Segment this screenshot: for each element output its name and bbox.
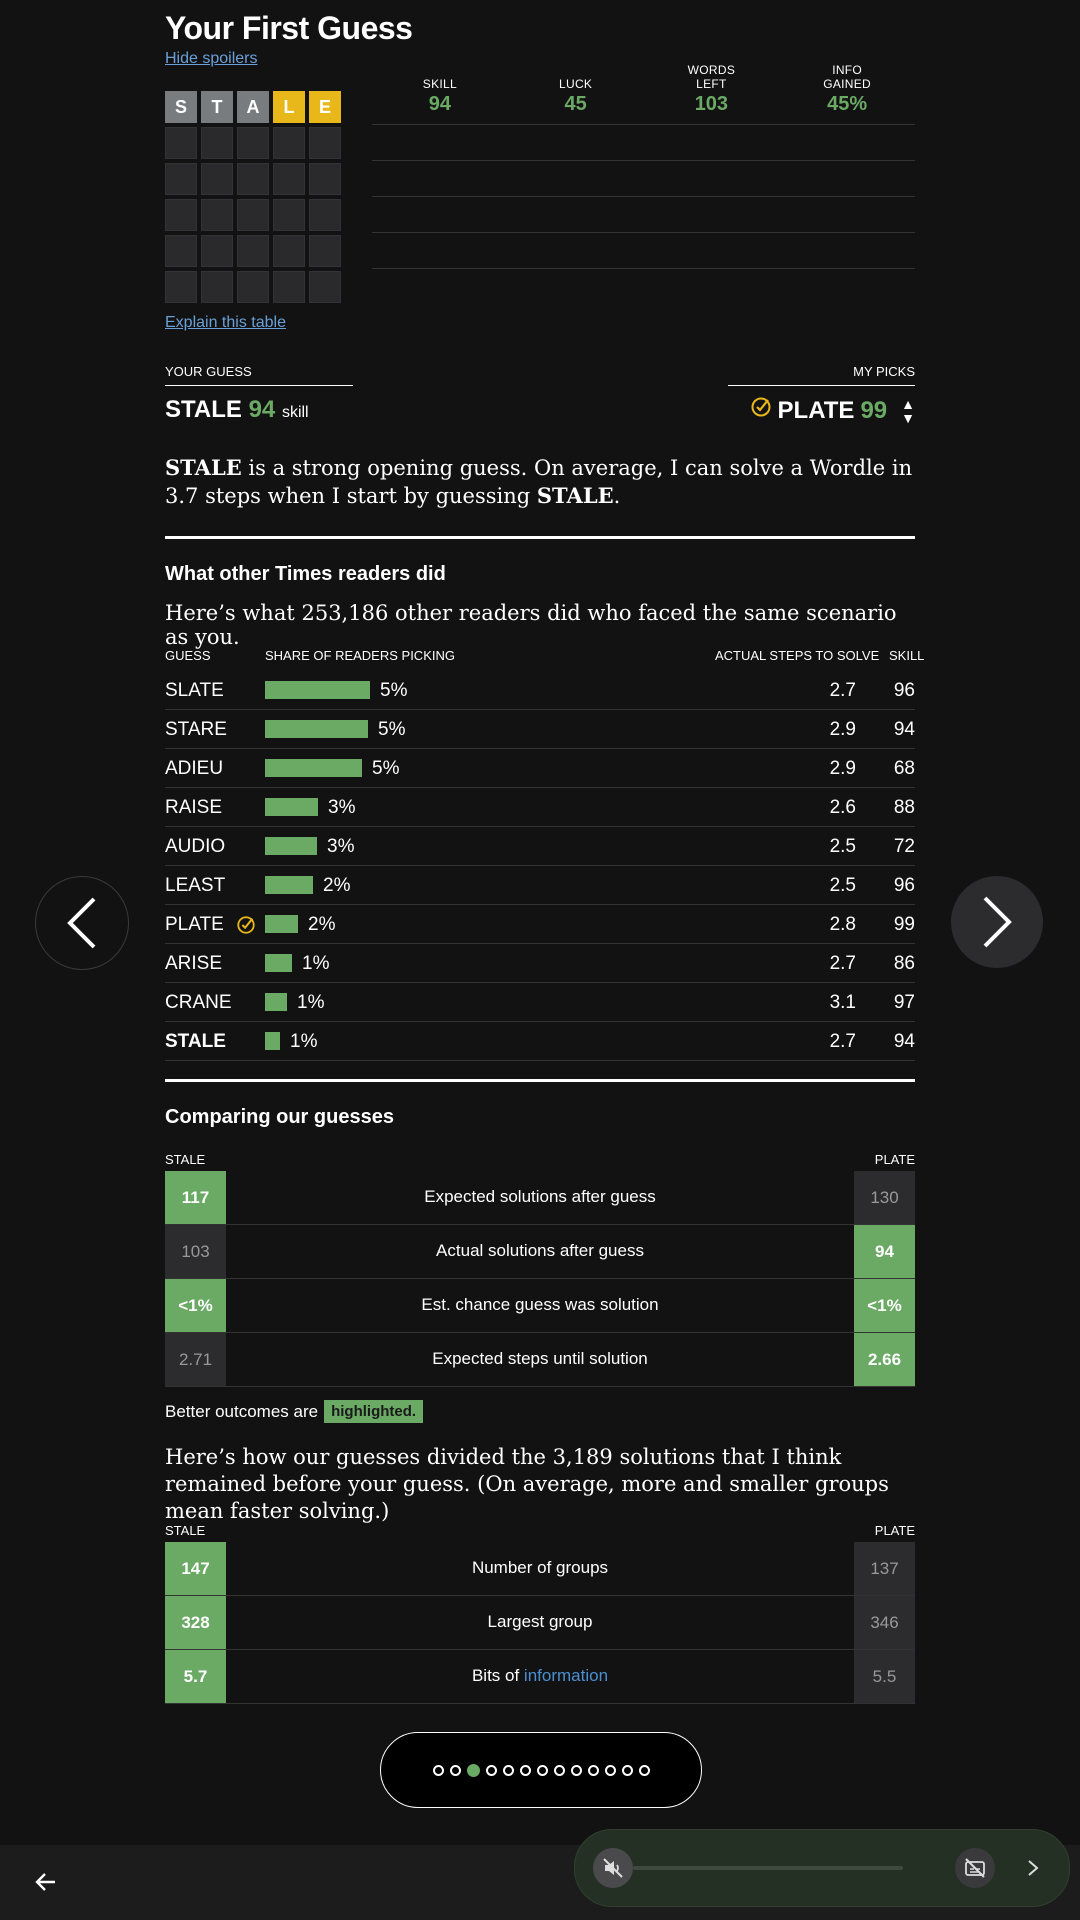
groups-paragraph: Here’s how our guesses divided the 3,189 solutions that I think remained before your guess. (On average, more and smaller groups mean faster solving.) — [165, 1445, 889, 1523]
share-percent: 3% — [328, 797, 356, 818]
table-row — [165, 866, 915, 905]
page-dot[interactable] — [503, 1765, 514, 1776]
your-guess-value: STALE 94 skill — [165, 396, 309, 423]
readers-heading: What other Times readers did — [165, 563, 446, 585]
skill-value: 68 — [893, 758, 915, 779]
actual-steps: 2.7 — [829, 953, 856, 974]
metric-label: Expected solutions after guess — [424, 1187, 656, 1206]
next-button[interactable] — [951, 876, 1043, 968]
tile: A — [237, 91, 269, 123]
groups-row — [165, 1596, 915, 1650]
share-percent: 1% — [297, 992, 325, 1013]
grid-row — [165, 199, 341, 231]
tile — [237, 199, 269, 231]
skill-value: 97 — [893, 992, 915, 1013]
stale-value: 5.7 — [165, 1650, 226, 1703]
stale-value: 2.71 — [165, 1333, 226, 1386]
stale-value: 103 — [165, 1225, 226, 1278]
tile — [309, 199, 341, 231]
plate-value: 94 — [854, 1225, 915, 1278]
table-row — [165, 788, 915, 827]
actual-steps: 2.5 — [829, 836, 856, 857]
share-percent: 3% — [327, 836, 355, 857]
table-row — [165, 944, 915, 983]
my-picks-value[interactable]: PLATE 99 ▲ ▼ — [750, 396, 915, 425]
guess-word: RAISE — [165, 797, 223, 818]
page-title: Your First Guess — [165, 10, 413, 46]
metric-label: Est. chance guess was solution — [421, 1295, 659, 1314]
plate-value: 137 — [854, 1542, 915, 1595]
tile — [165, 163, 197, 195]
chevron-right-icon — [977, 892, 1017, 952]
actual-steps: 2.6 — [829, 797, 856, 818]
table-row — [165, 827, 915, 866]
stat-empty-row — [372, 197, 915, 233]
tile: E — [309, 91, 341, 123]
stat-value: 45% — [827, 93, 868, 115]
page-dot[interactable] — [571, 1765, 582, 1776]
groups-row — [165, 1542, 915, 1596]
stale-value: <1% — [165, 1279, 226, 1332]
intro-paragraph: STALE is a strong opening guess. On average, I can solve a Wordle in 3.7 steps when I start by guessing STALE. — [165, 455, 913, 508]
share-bar — [265, 1032, 280, 1050]
compare-table — [165, 1171, 915, 1387]
plate-value: 130 — [854, 1171, 915, 1224]
muted-speaker-icon — [601, 1856, 625, 1880]
tile — [273, 199, 305, 231]
share-bar — [265, 798, 318, 816]
stat-empty-row — [372, 233, 915, 269]
share-bar — [265, 993, 287, 1011]
table-row — [165, 983, 915, 1022]
col-steps-header: ACTUAL STEPS TO SOLVE — [715, 648, 880, 663]
your-guess-label: YOUR GUESS — [165, 364, 353, 386]
compare-row — [165, 1279, 915, 1333]
back-button[interactable] — [30, 1866, 62, 1898]
tile — [273, 127, 305, 159]
stale-value: 117 — [165, 1171, 226, 1224]
metric-label: Largest group — [487, 1612, 593, 1631]
bot-check-icon — [236, 915, 256, 941]
actual-steps: 2.5 — [829, 875, 856, 896]
stat-label: INFO GAINED — [823, 63, 872, 91]
guess-word: SLATE — [165, 680, 224, 701]
groups-left-label: STALE — [165, 1523, 206, 1538]
page-dot[interactable] — [450, 1765, 461, 1776]
table-row — [165, 749, 915, 788]
actual-steps: 2.9 — [829, 758, 856, 779]
metric-label: Actual solutions after guess — [436, 1241, 644, 1260]
share-percent: 5% — [378, 719, 406, 740]
stats-table — [372, 60, 915, 269]
skill-value: 94 — [893, 719, 915, 740]
tile — [309, 163, 341, 195]
share-bar — [265, 954, 292, 972]
share-bar — [265, 837, 317, 855]
guess-word: CRANE — [165, 992, 232, 1013]
col-share-header: SHARE OF READERS PICKING — [265, 648, 455, 663]
page-dot[interactable] — [622, 1765, 633, 1776]
stat-label: SKILL — [422, 77, 457, 91]
captions-off-icon — [963, 1856, 987, 1880]
media-scrubber[interactable] — [633, 1866, 903, 1870]
tile — [165, 127, 197, 159]
chevron-left-icon — [62, 893, 102, 953]
compare-row — [165, 1225, 915, 1279]
stat-value: 103 — [694, 93, 729, 115]
tile — [165, 199, 197, 231]
my-picks-label: MY PICKS — [728, 364, 915, 386]
actual-steps: 3.1 — [829, 992, 856, 1013]
page-dot[interactable] — [588, 1765, 599, 1776]
compare-right-label: PLATE — [874, 1152, 915, 1167]
grid-row — [165, 163, 341, 195]
tile — [165, 235, 197, 267]
skill-value: 86 — [893, 953, 915, 974]
plate-value: 346 — [854, 1596, 915, 1649]
share-percent: 5% — [372, 758, 400, 779]
actual-steps: 2.8 — [829, 914, 856, 935]
readers-paragraph: Here’s what 253,186 other readers did who faced the same scenario as you. — [165, 601, 897, 649]
table-row — [165, 671, 915, 710]
section-divider — [165, 536, 915, 539]
arrow-down-icon[interactable]: ▼ — [901, 409, 915, 426]
page-dot[interactable] — [554, 1765, 565, 1776]
grid-row — [165, 235, 341, 267]
guess-word: LEAST — [165, 875, 226, 896]
media-controls — [574, 1829, 1070, 1907]
compare-left-label: STALE — [165, 1152, 206, 1167]
skill-value: 99 — [893, 914, 915, 935]
share-percent: 5% — [380, 680, 408, 701]
tile — [237, 271, 269, 303]
plate-value: 5.5 — [854, 1650, 915, 1703]
groups-table — [165, 1542, 915, 1704]
stat-empty-row — [372, 125, 915, 161]
stat-words-left — [644, 60, 780, 124]
share-bar — [265, 915, 298, 933]
pick-cycler[interactable] — [901, 397, 915, 425]
highlight-sample: highlighted. — [324, 1400, 423, 1423]
page-dot[interactable] — [467, 1764, 480, 1777]
share-bar — [265, 720, 368, 738]
metric-label: Number of groups — [471, 1558, 609, 1577]
plate-value: <1% — [854, 1279, 915, 1332]
media-next-button[interactable] — [1019, 1854, 1047, 1882]
stat-value: 45 — [564, 93, 587, 115]
section-divider — [165, 1079, 915, 1082]
tile: L — [273, 91, 305, 123]
tile — [309, 235, 341, 267]
compare-row — [165, 1171, 915, 1225]
share-bar — [265, 876, 313, 894]
skill-value: 96 — [893, 680, 915, 701]
page-dot[interactable] — [605, 1765, 616, 1776]
tile — [237, 163, 269, 195]
page-dot[interactable] — [433, 1765, 444, 1776]
mute-button[interactable] — [593, 1848, 633, 1888]
actual-steps: 2.9 — [829, 719, 856, 740]
guess-word: STARE — [165, 719, 227, 740]
share-bar — [265, 759, 362, 777]
page-dot[interactable] — [520, 1765, 531, 1776]
tile — [201, 271, 233, 303]
bot-check-icon — [750, 396, 772, 425]
guess-word: PLATE — [165, 914, 224, 935]
col-guess-header: GUESS — [165, 648, 211, 663]
metric-label: Expected steps until solution — [432, 1349, 648, 1368]
explain-table-link[interactable]: Explain this table — [165, 314, 286, 331]
actual-steps: 2.7 — [829, 680, 856, 701]
tile — [309, 127, 341, 159]
skill-value: 96 — [893, 875, 915, 896]
stale-value: 147 — [165, 1542, 226, 1595]
stat-skill — [372, 60, 508, 124]
stat-value: 94 — [428, 93, 451, 115]
page-indicator — [380, 1732, 702, 1808]
table-row — [165, 905, 915, 944]
share-bar — [265, 681, 370, 699]
tile — [201, 127, 233, 159]
chevron-right-icon — [1026, 1859, 1040, 1877]
compare-heading: Comparing our guesses — [165, 1106, 394, 1128]
col-skill-header: SKILL — [889, 648, 925, 663]
metric-label-prefix: Bits of — [471, 1666, 524, 1685]
plate-value: 2.66 — [854, 1333, 915, 1386]
grid-row — [165, 271, 341, 303]
stale-value: 328 — [165, 1596, 226, 1649]
grid-row — [165, 91, 341, 123]
share-percent: 1% — [290, 1031, 318, 1052]
grid-row — [165, 127, 341, 159]
table-row — [165, 1022, 915, 1061]
tile — [237, 235, 269, 267]
guess-word: ADIEU — [165, 758, 224, 779]
skill-value: 88 — [893, 797, 915, 818]
previous-button[interactable] — [35, 876, 129, 970]
stat-empty-row — [372, 161, 915, 197]
tile — [273, 271, 305, 303]
stat-label: WORDS LEFT — [687, 63, 736, 91]
readers-table — [165, 671, 915, 1061]
tile: S — [165, 91, 197, 123]
metric-label — [226, 1666, 854, 1686]
hide-spoilers-link[interactable]: Hide spoilers — [165, 50, 258, 67]
share-percent: 2% — [323, 875, 351, 896]
compare-row — [165, 1333, 915, 1387]
tile — [309, 271, 341, 303]
stat-label: LUCK — [559, 77, 593, 91]
tile — [273, 235, 305, 267]
page-dot[interactable] — [486, 1765, 497, 1776]
groups-right-label: PLATE — [874, 1523, 915, 1538]
share-percent: 2% — [308, 914, 336, 935]
captions-off-button[interactable] — [955, 1848, 995, 1888]
guess-word: STALE — [165, 1031, 226, 1052]
tile — [165, 271, 197, 303]
actual-steps: 2.7 — [829, 1031, 856, 1052]
tile — [273, 163, 305, 195]
guess-word: ARISE — [165, 953, 223, 974]
wordle-grid — [165, 91, 341, 307]
skill-value: 72 — [893, 836, 915, 857]
groups-row — [165, 1650, 915, 1704]
arrow-left-icon — [35, 1871, 57, 1893]
tile — [201, 235, 233, 267]
page-dot[interactable] — [537, 1765, 548, 1776]
tile: T — [201, 91, 233, 123]
information-link[interactable]: information — [523, 1666, 609, 1685]
tile — [237, 127, 269, 159]
tile — [201, 199, 233, 231]
arrow-up-icon[interactable]: ▲ — [901, 395, 915, 412]
stat-luck — [508, 60, 644, 124]
tile — [201, 163, 233, 195]
guess-word: AUDIO — [165, 836, 226, 857]
stat-info-gained — [779, 60, 915, 124]
skill-value: 94 — [893, 1031, 915, 1052]
share-percent: 1% — [302, 953, 330, 974]
table-row — [165, 710, 915, 749]
page-dot[interactable] — [639, 1765, 650, 1776]
legend-note: Better outcomes are highlighted. — [165, 1400, 423, 1423]
